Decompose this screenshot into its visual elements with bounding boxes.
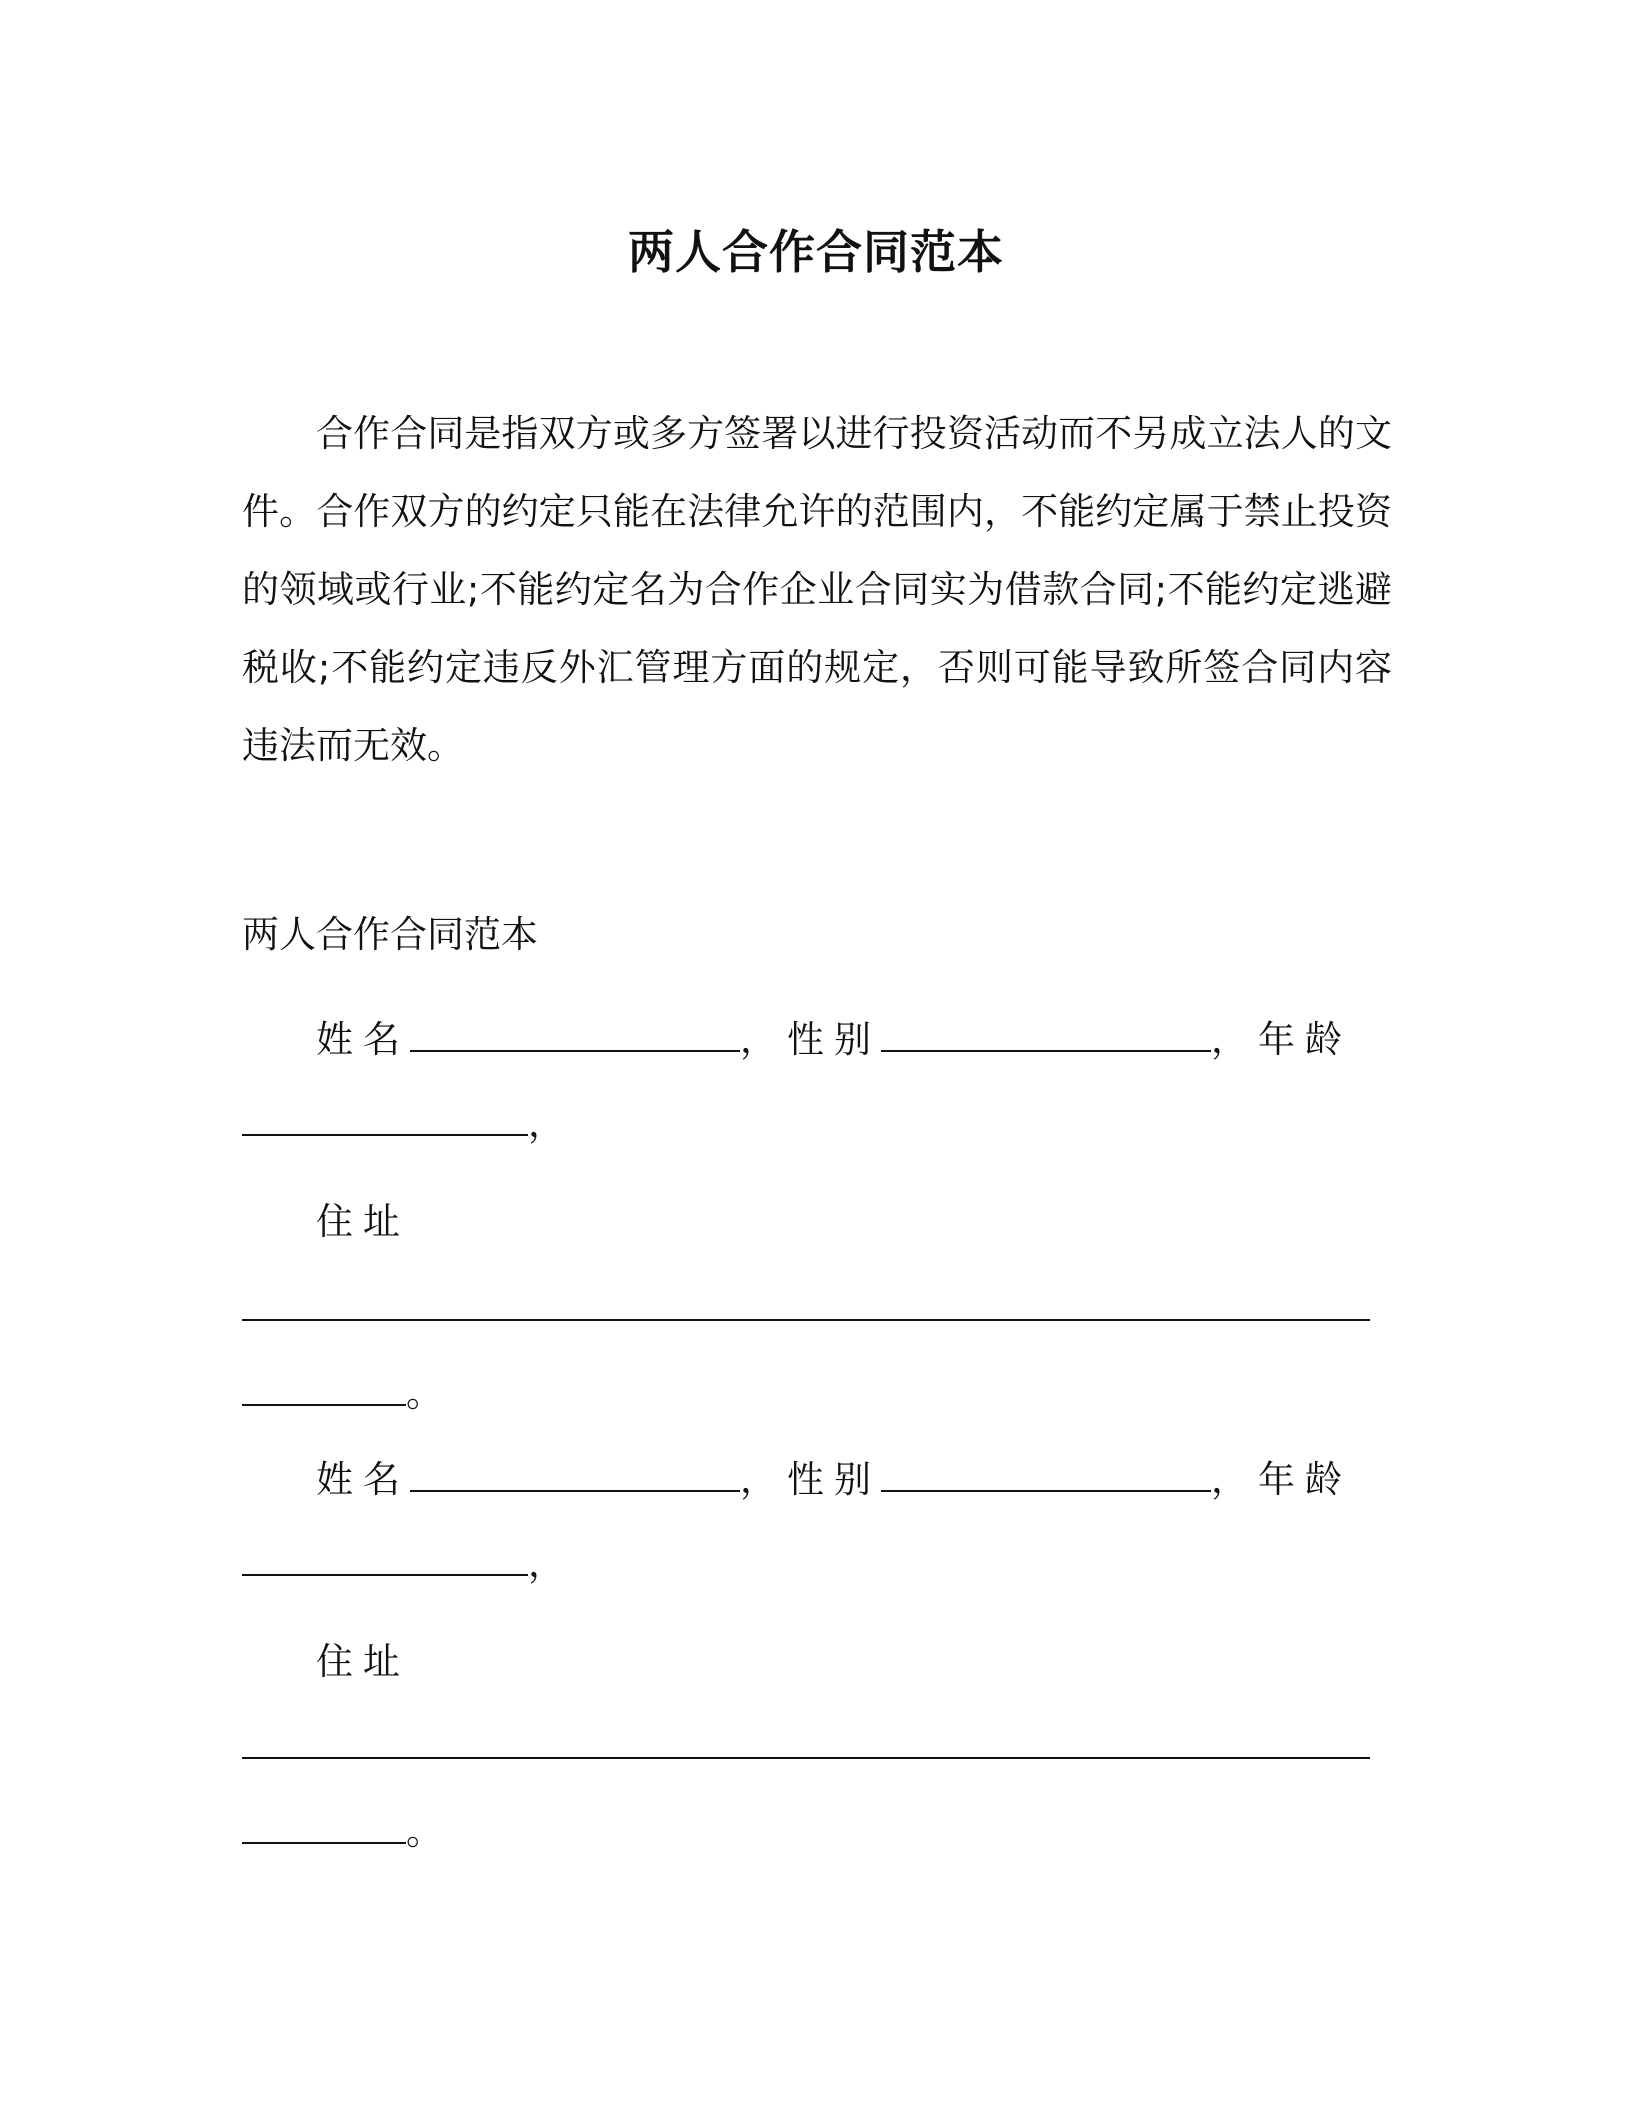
- party-1-age-line: [242, 1094, 565, 1154]
- age-blank[interactable]: [242, 1540, 528, 1576]
- name-label: 姓名: [316, 1458, 410, 1501]
- age-label: ，年龄: [1211, 1458, 1352, 1501]
- address-blank-continued[interactable]: [242, 1370, 406, 1406]
- address-label: 住址: [316, 1640, 410, 1683]
- name-label: 姓名: [316, 1018, 410, 1061]
- party-2-address-end: [242, 1802, 443, 1862]
- comma: ，: [528, 1102, 565, 1145]
- section-subtitle: 两人合作合同范本: [242, 913, 538, 956]
- document-title: 两人合作合同范本: [628, 225, 1004, 279]
- party-1-address-label: [316, 1192, 410, 1252]
- age-label: ，年龄: [1211, 1018, 1352, 1061]
- period: 。: [406, 1372, 443, 1415]
- party-1-info-line: [316, 1010, 1352, 1070]
- party-1-address-end: [242, 1364, 443, 1424]
- address-blank-continued[interactable]: [242, 1808, 406, 1844]
- party-2-info-line: [316, 1450, 1352, 1510]
- gender-blank[interactable]: [881, 1016, 1211, 1052]
- address-blank[interactable]: [242, 1757, 1370, 1759]
- period: 。: [406, 1810, 443, 1853]
- party-2-age-line: [242, 1534, 565, 1594]
- name-blank[interactable]: [410, 1016, 740, 1052]
- gender-label: ，性别: [740, 1018, 881, 1061]
- gender-blank[interactable]: [881, 1456, 1211, 1492]
- address-blank[interactable]: [242, 1319, 1370, 1321]
- age-blank[interactable]: [242, 1100, 528, 1136]
- party-2-address-label: [316, 1632, 410, 1692]
- address-label: 住址: [316, 1200, 410, 1243]
- intro-paragraph: 合作合同是指双方或多方签署以进行投资活动而不另成立法人的文件。合作双方的约定只能在法律允许的范围内，不能约定属于禁止投资的领域或行业;不能约定名为合作企业合同实为借款合同;不能约定逃避税收;不能约定违反外汇管理方面的规定，否则可能导致所签合同内容违法而无效。: [242, 412, 1392, 767]
- name-blank[interactable]: [410, 1456, 740, 1492]
- comma: ，: [528, 1542, 565, 1585]
- gender-label: ，性别: [740, 1458, 881, 1501]
